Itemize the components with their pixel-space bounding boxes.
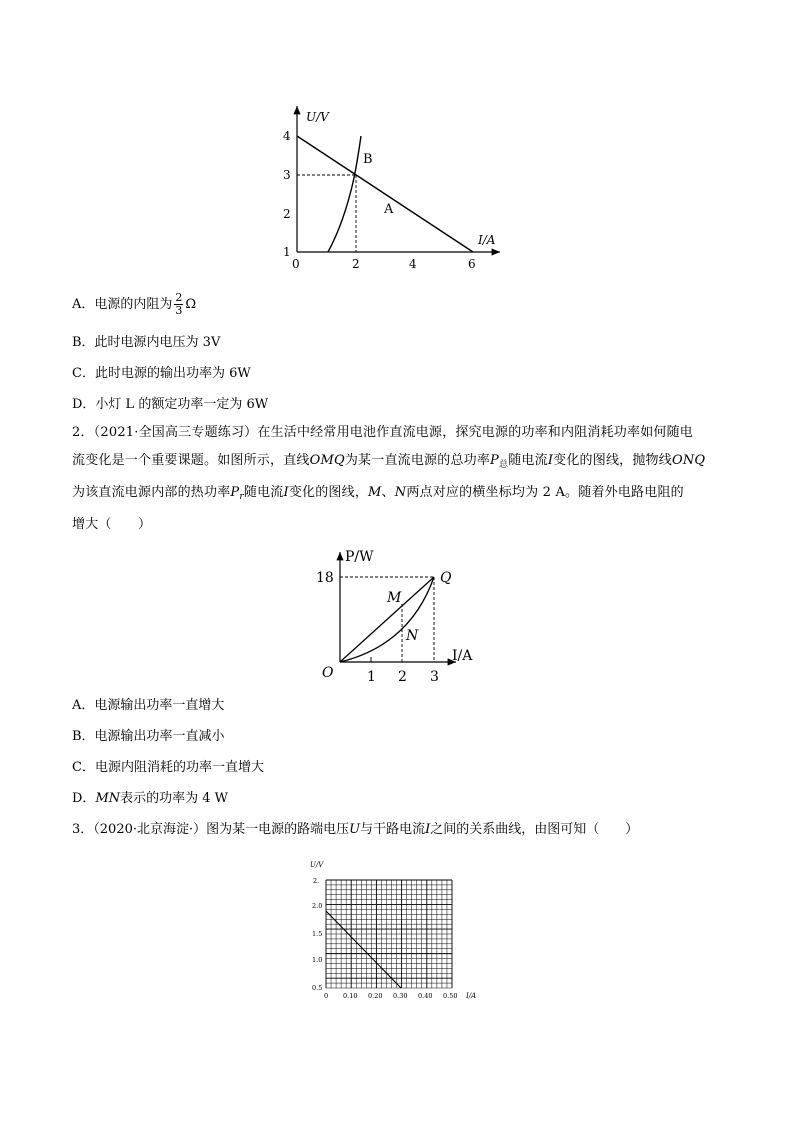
fig2-xtick-2: 2 (398, 669, 407, 685)
fig2-label-Q: Q (440, 570, 452, 586)
fig1-xtick-2: 2 (352, 257, 360, 271)
q2-option-a: A．电源输出功率一直增大 (72, 698, 225, 713)
fig2-label-N: N (406, 628, 419, 644)
q2-option-b: B．电源输出功率一直减小 (72, 729, 225, 744)
fig3-xtick-0.40: 0.40 (418, 992, 433, 1000)
fig1-y-label: U/V (306, 110, 329, 124)
fig1-ytick-1: 1 (283, 245, 291, 259)
q1-option-c: C．此时电源的输出功率为 6W (72, 366, 251, 381)
q2-line-1: 2．（2021·全国高三专题练习）在生活中经常用电池作直流电源，探究电源的功率和内阻消耗功率如何随电 (72, 425, 693, 440)
q2-line-2: 流变化是一个重要课题。如图所示，直线OMQ为某一直流电源的总功率$P_总$随电流I变化的图线，抛物线ONQ (72, 453, 706, 470)
fig3-y-label: U/V (310, 861, 324, 869)
fig1-x-label: I/A (478, 233, 496, 247)
q2-option-d: D．MN表示的功率为 4 W (72, 791, 229, 806)
fig1-ytick-2: 2 (283, 207, 291, 221)
fig3-ytick-2.0: 2.0 (312, 902, 323, 910)
fig2-xtick-3: 3 (430, 669, 439, 685)
fig3-data-line (326, 911, 401, 988)
fig2-y-label: P/W (345, 549, 374, 565)
fig1-label-A: A (384, 202, 394, 217)
fig2-x-label: I/A (452, 648, 473, 664)
fig3-xtick-0.30: 0.30 (393, 992, 408, 1000)
q3-stem: 3．（2020·北京海淀·）图为某一电源的路端电压U与干路电流I之间的关系曲线，由图可知（ ） (72, 822, 639, 837)
q1-option-d: D．小灯 L 的额定功率一定为 6W (72, 397, 269, 412)
fig3-xtick-0: 0 (324, 992, 329, 1000)
fig1-xtick-4: 4 (409, 257, 417, 271)
fig3-xtick-0.50: 0.50 (443, 992, 458, 1000)
q2-line-4: 增大（ ） (72, 517, 152, 532)
fig3-ytick-1.0: 1.0 (312, 956, 323, 964)
fig2-origin: O (322, 665, 334, 681)
q2-option-c: C．电源内阻消耗的功率一直增大 (72, 760, 264, 775)
fig1-ytick-3: 3 (283, 168, 291, 182)
fig2-ytick-18: 18 (316, 570, 334, 586)
ohm-unit: Ω (185, 297, 197, 312)
fig3-xtick-0.20: 0.20 (368, 992, 383, 1000)
q1-option-a-text: A．电源的内阻为 (72, 297, 173, 312)
fig3-ytick-top: 2. (313, 877, 320, 885)
fig2-xtick-1: 1 (367, 669, 376, 685)
fig1-label-B: B (363, 152, 373, 167)
fig1-ytick-4: 4 (283, 129, 291, 143)
fig3-x-label: I/A (466, 992, 477, 1000)
frac-numerator: 2 (175, 291, 183, 304)
fig3-grid (326, 880, 452, 988)
fig3-ytick-1.5: 1.5 (312, 930, 323, 938)
fig3-xtick-0.10: 0.10 (343, 992, 358, 1000)
fig3-ytick-0.5: 0.5 (312, 984, 323, 992)
fig2-label-M: M (387, 590, 402, 606)
q1-option-b: B．此时电源内电压为 3V (72, 335, 221, 350)
frac-denominator: 3 (175, 304, 183, 317)
q2-line-3: 为该直流电源内部的热功率$P_r$随电流I变化的图线，M、N两点对应的横坐标均为 2 A。随着外电路电阻的 (72, 485, 684, 502)
fig1-xtick-0: 0 (292, 257, 300, 271)
fig1-xtick-6: 6 (468, 257, 476, 271)
